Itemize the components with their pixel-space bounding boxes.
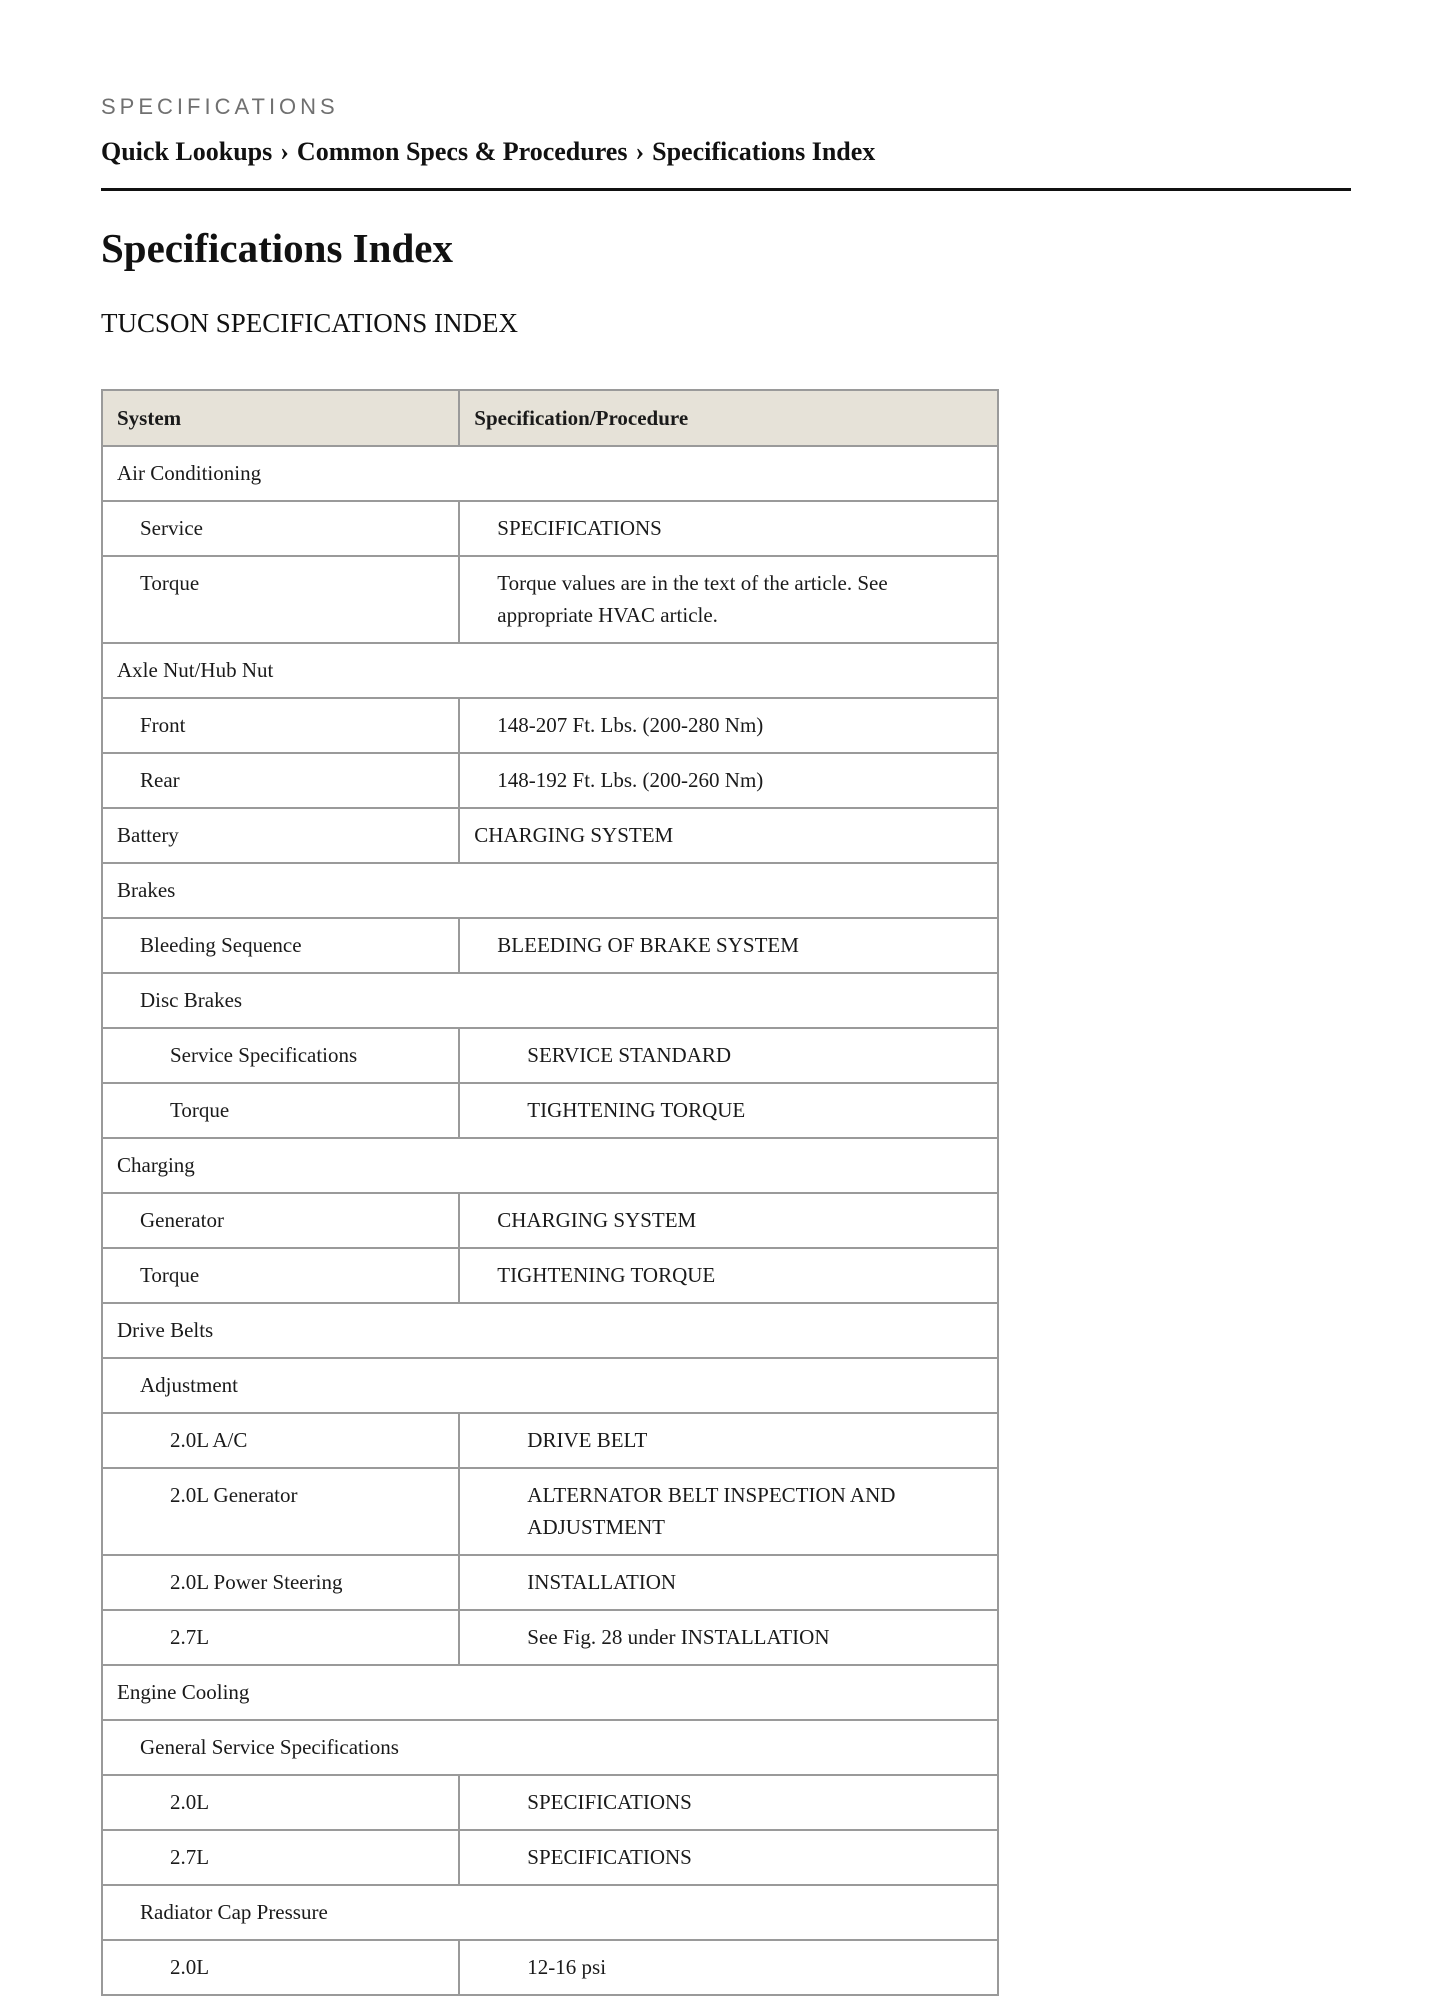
system-cell: Axle Nut/Hub Nut — [102, 643, 998, 698]
breadcrumb — [101, 137, 875, 167]
specification-cell[interactable]: TIGHTENING TORQUE — [459, 1083, 998, 1138]
system-cell: Front — [102, 698, 459, 753]
system-cell: Rear — [102, 753, 459, 808]
system-cell: Adjustment — [102, 1358, 998, 1413]
page-subtitle: TUCSON SPECIFICATIONS INDEX — [101, 308, 519, 338]
specification-cell[interactable]: INSTALLATION — [459, 1555, 998, 1610]
header-divider — [101, 188, 1351, 191]
breadcrumb-item-quick-lookups[interactable]: Quick Lookups — [101, 137, 273, 166]
specification-cell[interactable]: SERVICE STANDARD — [459, 1028, 998, 1083]
system-cell: Brakes — [102, 863, 998, 918]
table-row — [102, 556, 998, 643]
table-row — [102, 1248, 998, 1303]
breadcrumb-item-common-specs[interactable]: Common Specs & Procedures — [296, 137, 628, 166]
system-cell: 2.0L Generator — [102, 1468, 459, 1555]
table-row — [102, 698, 998, 753]
table-body — [102, 446, 998, 1995]
system-cell: Torque — [102, 1248, 459, 1303]
column-header-specification: Specification/Procedure — [459, 390, 998, 446]
system-cell: Disc Brakes — [102, 973, 998, 1028]
specification-cell[interactable]: 12-16 psi — [459, 1940, 998, 1995]
system-cell: Drive Belts — [102, 1303, 998, 1358]
table-group-row — [102, 446, 998, 501]
table-group-row — [102, 643, 998, 698]
table-row — [102, 1468, 998, 1555]
table-group-row — [102, 1138, 998, 1193]
table-row — [102, 1775, 998, 1830]
table-group-row — [102, 1720, 998, 1775]
system-cell: Radiator Cap Pressure — [102, 1885, 998, 1940]
table-row — [102, 1193, 998, 1248]
breadcrumb-separator: › — [635, 137, 645, 166]
table-group-row — [102, 1665, 998, 1720]
table-group-row — [102, 1358, 998, 1413]
table-group-row — [102, 1303, 998, 1358]
specifications-table — [101, 389, 999, 1996]
system-cell: 2.0L — [102, 1775, 459, 1830]
system-cell: Service — [102, 501, 459, 556]
page-title: Specifications Index — [101, 225, 453, 271]
system-cell: 2.0L A/C — [102, 1413, 459, 1468]
section-label: SPECIFICATIONS — [101, 94, 339, 119]
table-group-row — [102, 973, 998, 1028]
table-group-row — [102, 1885, 998, 1940]
specification-cell[interactable]: See Fig. 28 under INSTALLATION — [459, 1610, 998, 1665]
system-cell: General Service Specifications — [102, 1720, 998, 1775]
system-cell: 2.0L Power Steering — [102, 1555, 459, 1610]
table-row — [102, 1610, 998, 1665]
specification-cell[interactable]: DRIVE BELT — [459, 1413, 998, 1468]
specification-cell[interactable]: 148-192 Ft. Lbs. (200-260 Nm) — [459, 753, 998, 808]
column-header-system: System — [102, 390, 459, 446]
system-cell: Torque — [102, 1083, 459, 1138]
table-row — [102, 501, 998, 556]
system-cell: Generator — [102, 1193, 459, 1248]
system-cell: 2.7L — [102, 1830, 459, 1885]
table-row — [102, 918, 998, 973]
system-cell: Battery — [102, 808, 459, 863]
system-cell: Service Specifications — [102, 1028, 459, 1083]
specification-cell[interactable]: Torque values are in the text of the article. See appropriate HVAC article. — [459, 556, 998, 643]
specification-cell[interactable]: 148-207 Ft. Lbs. (200-280 Nm) — [459, 698, 998, 753]
specification-cell[interactable]: CHARGING SYSTEM — [459, 808, 998, 863]
specification-cell[interactable]: SPECIFICATIONS — [459, 1830, 998, 1885]
specification-cell[interactable]: TIGHTENING TORQUE — [459, 1248, 998, 1303]
system-cell: Engine Cooling — [102, 1665, 998, 1720]
table-row — [102, 1413, 998, 1468]
table-row — [102, 753, 998, 808]
table-row — [102, 1830, 998, 1885]
specification-cell[interactable]: ALTERNATOR BELT INSPECTION AND ADJUSTMENT — [459, 1468, 998, 1555]
specification-cell[interactable]: BLEEDING OF BRAKE SYSTEM — [459, 918, 998, 973]
specification-cell[interactable]: SPECIFICATIONS — [459, 501, 998, 556]
system-cell: Air Conditioning — [102, 446, 998, 501]
table-row — [102, 1940, 998, 1995]
system-cell: Torque — [102, 556, 459, 643]
specification-cell[interactable]: SPECIFICATIONS — [459, 1775, 998, 1830]
table-row — [102, 1555, 998, 1610]
system-cell: 2.7L — [102, 1610, 459, 1665]
system-cell: Bleeding Sequence — [102, 918, 459, 973]
system-cell: Charging — [102, 1138, 998, 1193]
breadcrumb-item-specifications-index: Specifications Index — [652, 137, 876, 166]
breadcrumb-separator: › — [280, 137, 289, 166]
specification-cell[interactable]: CHARGING SYSTEM — [459, 1193, 998, 1248]
table-row — [102, 1028, 998, 1083]
table-row — [102, 808, 998, 863]
table-header-row — [102, 390, 998, 446]
table-row — [102, 1083, 998, 1138]
table-group-row — [102, 863, 998, 918]
system-cell: 2.0L — [102, 1940, 459, 1995]
